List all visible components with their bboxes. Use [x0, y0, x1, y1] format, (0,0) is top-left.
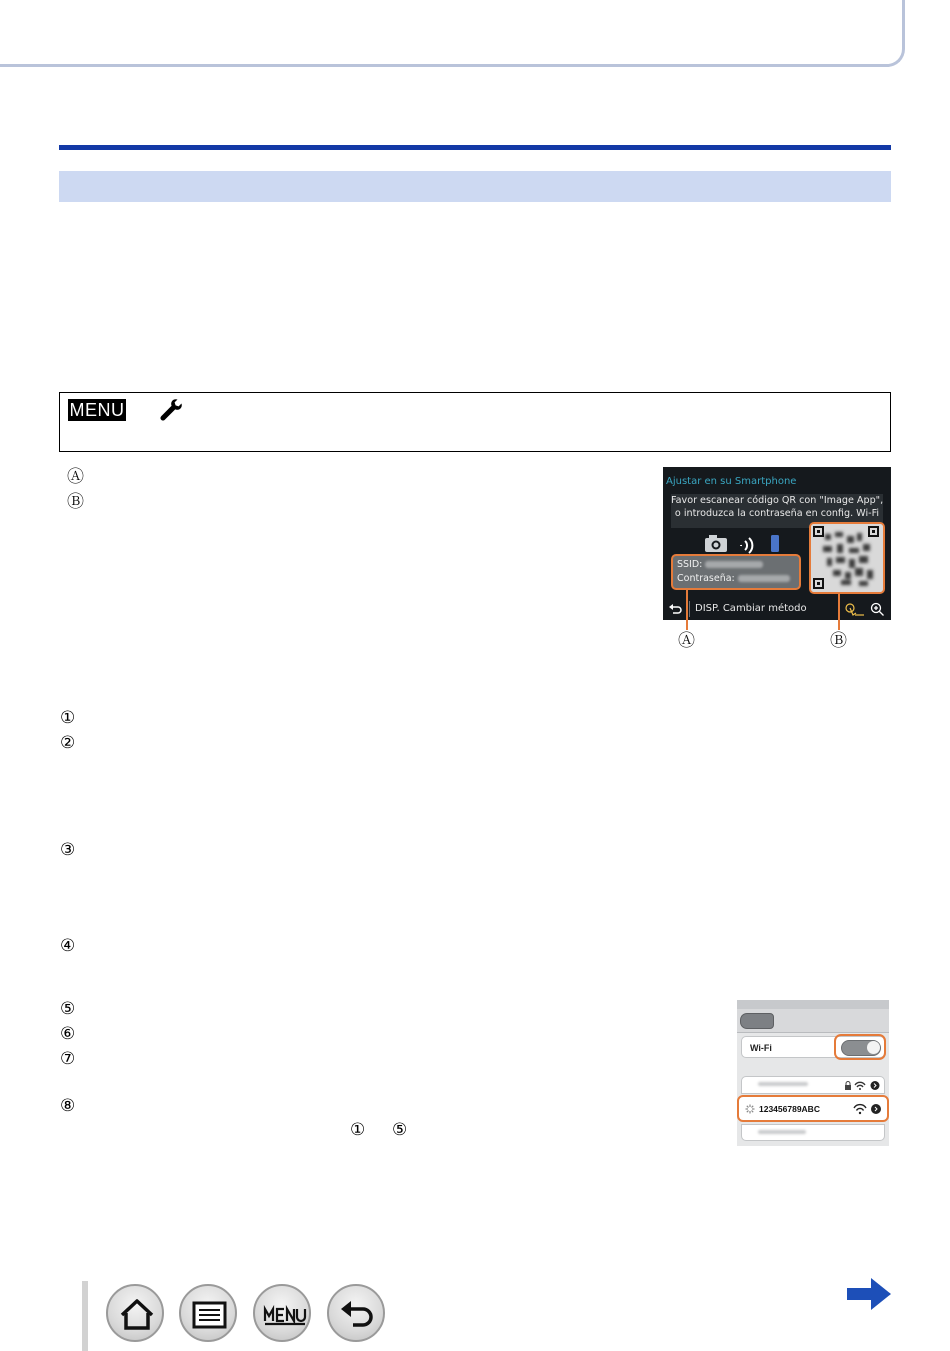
- camera-message-line1: Favor escanear código QR con "Image App",: [671, 495, 884, 506]
- contents-button[interactable]: [179, 1284, 237, 1342]
- next-page-arrow-icon[interactable]: [845, 1275, 893, 1313]
- callout-a: Ⓐ: [678, 631, 695, 650]
- camera-bottom-bar: [663, 599, 891, 620]
- step-7-number: ⑦: [60, 1049, 76, 1068]
- phone-network-row-3: [741, 1124, 885, 1141]
- phone-nav-bar: [737, 1009, 889, 1033]
- back-button[interactable]: [327, 1284, 385, 1342]
- callout-b: Ⓑ: [830, 631, 847, 650]
- menu-button[interactable]: [253, 1284, 311, 1342]
- footer-side-bar: [82, 1281, 88, 1351]
- wifi-toggle-knob: [867, 1041, 880, 1054]
- step-4-number: ④: [60, 936, 76, 955]
- password-value-blurred: [738, 575, 790, 582]
- section-heading-bar: [59, 171, 891, 202]
- camera-back-icon: [668, 603, 682, 615]
- camera-bottom-divider: [689, 601, 690, 617]
- list-icon: [181, 1286, 239, 1344]
- menu-chip: MENU: [69, 400, 125, 420]
- ssid-value-blurred: [705, 561, 763, 568]
- camera-screen: [663, 467, 891, 620]
- phone-wifi-label: Wi-Fi: [750, 1043, 772, 1053]
- camera-connection-icon: [703, 532, 813, 554]
- step-6-number: ⑥: [60, 1024, 76, 1043]
- zoom-in-icon: [870, 602, 885, 617]
- step-3-number: ③: [60, 840, 76, 859]
- wifi-toggle-highlight: [834, 1034, 886, 1060]
- ssid-password-box: [671, 554, 801, 590]
- step-ref-to: ⑤: [392, 1120, 408, 1139]
- menu-icon: [255, 1286, 313, 1344]
- home-icon: [108, 1286, 166, 1344]
- network-name-blurred-2: [758, 1130, 806, 1134]
- wifi-toggle: [841, 1040, 881, 1056]
- home-button[interactable]: [106, 1284, 164, 1342]
- title-rule: [59, 145, 891, 150]
- qr-code-icon: [811, 524, 883, 592]
- phone-network-row-1: [741, 1076, 885, 1094]
- touch-zoom-icon: [843, 602, 865, 617]
- loading-spinner-icon: [745, 1104, 755, 1114]
- step-1-number: ①: [60, 708, 76, 727]
- label-b: Ⓑ: [67, 492, 84, 511]
- camera-bottom-hint: DISP. Cambiar método: [695, 603, 807, 614]
- camera-screen-title: Ajustar en su Smartphone: [666, 476, 797, 487]
- step-2-number: ②: [60, 733, 76, 752]
- wifi-signal-info-icons: [853, 1103, 883, 1115]
- step-ref-from: ①: [350, 1120, 366, 1139]
- back-arrow-icon: [329, 1286, 387, 1344]
- qr-code-box: [809, 522, 885, 594]
- label-a: Ⓐ: [67, 467, 84, 486]
- menu-path-box: [59, 392, 891, 452]
- phone-network-row-selected: [737, 1095, 889, 1122]
- camera-message-line2: o introduzca la contraseña en config. Wi-Fi: [674, 508, 880, 519]
- step-5-number: ⑤: [60, 999, 76, 1018]
- phone-network-ssid: 123456789ABC: [759, 1104, 820, 1114]
- password-label: Contraseña:: [677, 573, 735, 584]
- page-header-frame: [0, 0, 905, 67]
- step-8-number: ⑧: [60, 1096, 76, 1115]
- network-name-blurred: [758, 1082, 808, 1086]
- ssid-label: SSID:: [677, 559, 703, 570]
- wrench-icon: [158, 397, 184, 423]
- callout-line-b: [838, 594, 840, 630]
- callout-line-a: [686, 590, 688, 630]
- lock-wifi-info-icons: [844, 1080, 882, 1091]
- phone-wifi-screen: [737, 1000, 889, 1146]
- phone-back-button: [740, 1013, 774, 1029]
